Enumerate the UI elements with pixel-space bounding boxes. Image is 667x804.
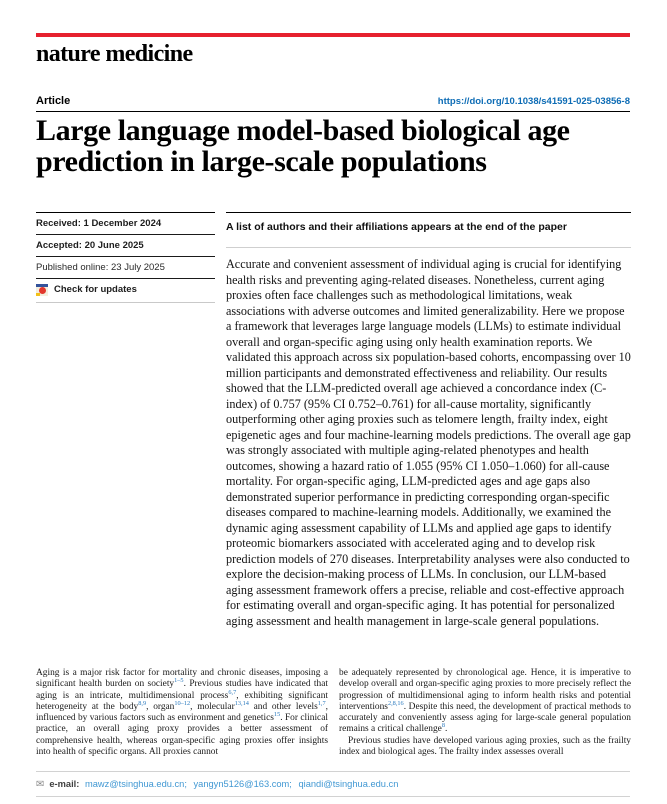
article-metadata [36,212,215,629]
intro-paragraph-2: be adequately represented by chronological age. Hence, it is imperative to develop overall and organ-specific aging proxies to more precisely reflect the progression of multidimensional aging to inform health risks and potential interventions$^{2,8,16}$. Despite this need, the development of practical methods to accurately and conveniently assess aging for large-scale general population remains a critical challenge$^8$. [339,668,631,735]
intro-paragraph-3: Previous studies have developed various aging proxies, such as the frailty index and biological ages. The frailty index assesses overall [339,735,631,758]
article-type-label: Article [36,95,71,107]
email-separator: ; [289,779,292,789]
intro-paragraph-1: Aging is a major risk factor for mortality and chronic diseases, imposing a significant health burden on society$^{1-5}$. Previous studies have indicated that aging is an intricate, multidimensional process$^{6,7}$, exhibiting significant heterogeneity at the body$^{8,9}$, organ$^{10-12}$, molecular$^{13,14}$ and other levels$^{1,7}$, influenced by various factors such as environment and genetics$^{15}$. For clinical practice, an overall aging proxy provides a better assessment of comprehensive health, whereas organ-specific aging proxies offer insights into health of specific organs. All proxies cannot [36,668,328,758]
crossmark-icon-corner [36,293,40,296]
accepted-date: Accepted: 20 June 2025 [36,235,215,257]
check-for-updates-button[interactable] [36,279,215,303]
email-label: e-mail: [49,779,80,789]
crossmark-icon [36,284,48,296]
body-column-right [339,668,631,758]
article-header [36,93,630,112]
doi-link[interactable]: https://doi.org/10.1038/s41591-025-03856-8 [437,96,630,107]
article-title: Large language model-based biological age prediction in large-scale populations [36,114,570,178]
article-body [36,668,631,758]
first-page-panel [36,212,631,629]
authors-note: A list of authors and their affiliations appears at the end of the paper [226,213,631,248]
body-column-left [36,668,328,758]
journal-logo: nature medicine [36,41,193,67]
abstract-section [226,212,631,629]
email-link-1[interactable]: mawz@tsinghua.edu.cn [84,779,185,789]
envelope-icon: ✉ [36,779,45,790]
email-separator: ; [184,779,187,789]
check-for-updates-label: Check for updates [54,284,137,295]
email-link-3[interactable]: qiandi@tsinghua.edu.cn [298,779,399,789]
journal-brand-bar [36,33,630,37]
received-date: Received: 1 December 2024 [36,213,215,235]
correspondence-footer [36,771,630,797]
email-link-2[interactable]: yangyn5126@163.com [193,779,290,789]
abstract-text: Accurate and convenient assessment of individual aging is crucial for identifying health risks and preventing aging-related diseases. Nonetheless, current aging proxies often face challenges such as methodological limitations, weak associations with adverse outcomes and limited generalizability. Here we propose a framework that leverages large language models (LLMs) to estimate individual overall and organ-specific aging using only health examination reports. We validated this approach across six population-based cohorts, encompassing over 10 million participants and demonstrated effectiveness and reliability. Our results showed that the LLM-predicted overall age achieved a concordance index (C-index) of 0.757 (95% CI 0.752–0.761) for all-cause mortality, significantly outperforming other aging proxies such as telomere length, frailty index, eight epigenetic ages and four machine-learning models predictions. The overall age gap was strongly associated with multiple aging-related phenotypes and health outcomes, showing a hazard ratio of 1.055 (95% CI 1.050–1.060) for all-cause mortality. For organ-specific aging, LLM-predicted ages and age gaps also demonstrated superior performance in predicting corresponding organ-specific diseases compared to machine-learning models. Additionally, we examined the dynamic aging assessment capability of LLMs and applied age gaps to identify proteomic biomarkers associated with accelerated aging and to develop risk prediction models of 270 diseases. Interpretability analyses were also conducted to explore the decision-making process of LLMs. In conclusion, our LLM-based aging assessment framework offers a precise, reliable and cost-effective approach for estimating overall and organ-specific aging. It has potential for personalized aging assessment and health management in large-scale general populations. [226,257,631,628]
published-date: Published online: 23 July 2025 [36,257,215,279]
